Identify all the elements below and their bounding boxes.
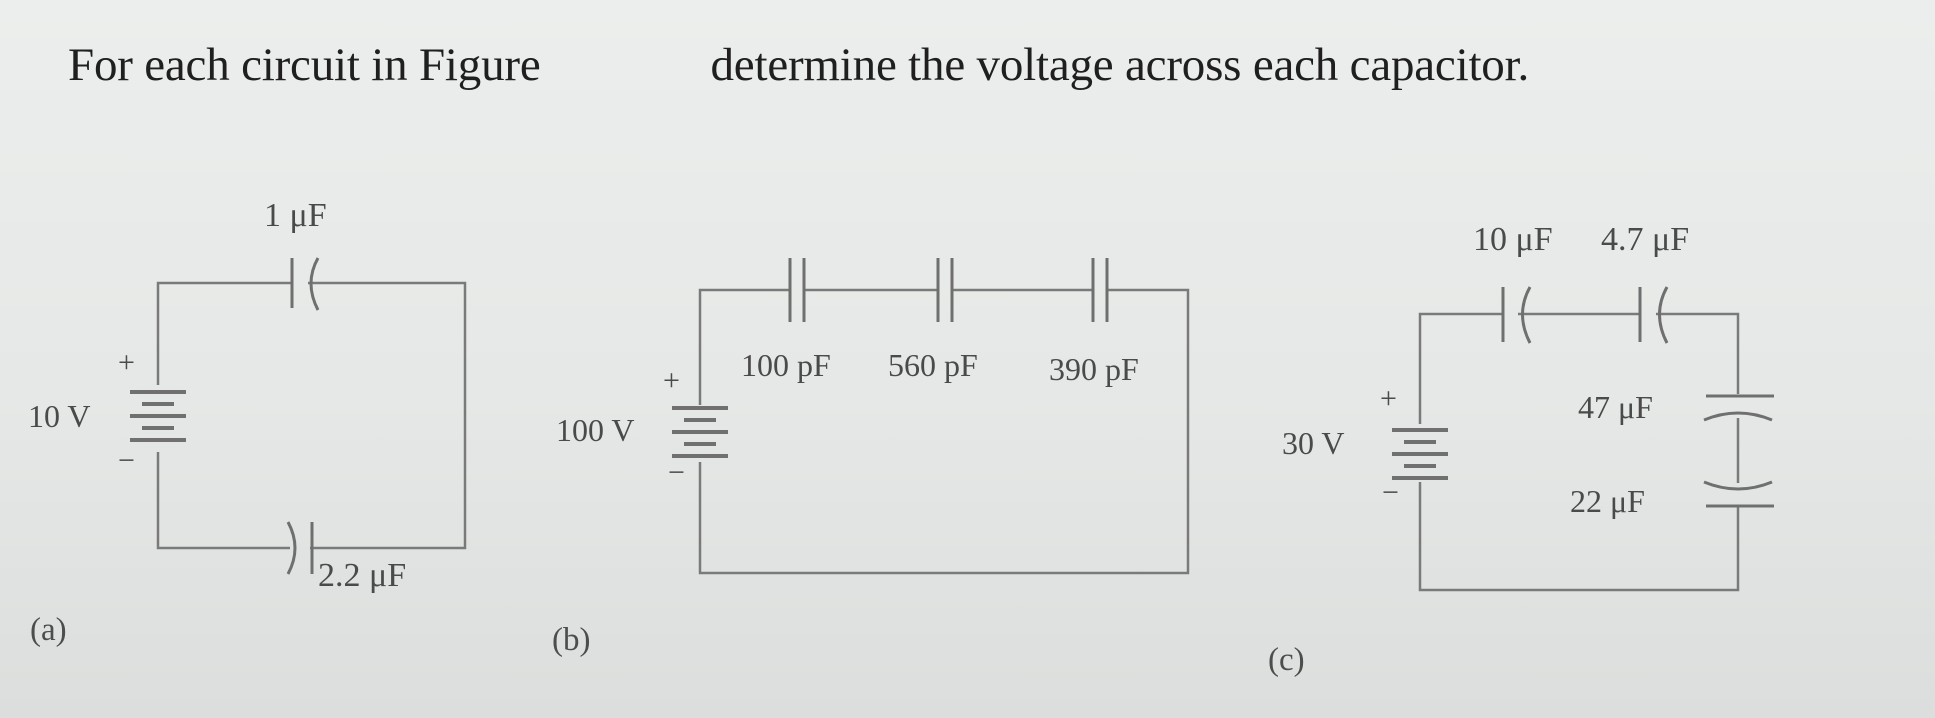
circuit-b-minus: −	[668, 456, 685, 489]
circuit-c-battery	[1392, 430, 1448, 478]
circuit-b-plus: +	[663, 364, 680, 397]
circuit-c	[1282, 221, 1774, 590]
circuit-a-plus: +	[118, 346, 135, 379]
circuit-b	[556, 258, 1188, 573]
circuit-c-cap4-plate-top	[1704, 482, 1772, 489]
circuit-a-wire-top	[158, 283, 465, 548]
circuit-a-cap-bottom-label: 2.2 μF	[318, 557, 407, 594]
circuit-c-cap4-label: 22 μF	[1570, 483, 1645, 519]
question-part-2: determine the voltage across each capacitor.	[710, 39, 1530, 91]
circuit-b-cap2-label: 560 pF	[888, 347, 978, 383]
circuit-a	[28, 197, 465, 594]
circuit-c-wire	[1420, 314, 1738, 590]
circuit-b-source-label: 100 V	[556, 412, 635, 448]
circuit-c-cap3-label: 47 μF	[1578, 389, 1653, 425]
circuit-b-cap1-label: 100 pF	[741, 347, 831, 383]
circuit-a-source-label: 10 V	[28, 398, 91, 434]
circuit-a-label: (a)	[30, 612, 67, 648]
circuit-a-minus: −	[118, 444, 135, 477]
circuit-c-cap2-label: 4.7 μF	[1601, 221, 1690, 258]
circuit-c-label: (c)	[1268, 642, 1305, 678]
question-part-1: For each circuit in Figure	[68, 39, 541, 91]
circuit-b-wire	[700, 290, 1188, 573]
circuit-b-cap3-label: 390 pF	[1049, 351, 1139, 387]
circuit-a-cap-top-label: 1 μF	[264, 197, 327, 234]
circuit-c-minus: −	[1382, 476, 1399, 509]
circuit-b-label: (b)	[552, 622, 591, 658]
circuit-a-battery	[130, 392, 186, 440]
circuit-b-battery	[672, 408, 728, 456]
circuit-c-cap1-label: 10 μF	[1473, 221, 1553, 258]
circuit-c-plus: +	[1380, 382, 1397, 415]
circuit-c-source-label: 30 V	[1282, 425, 1345, 461]
